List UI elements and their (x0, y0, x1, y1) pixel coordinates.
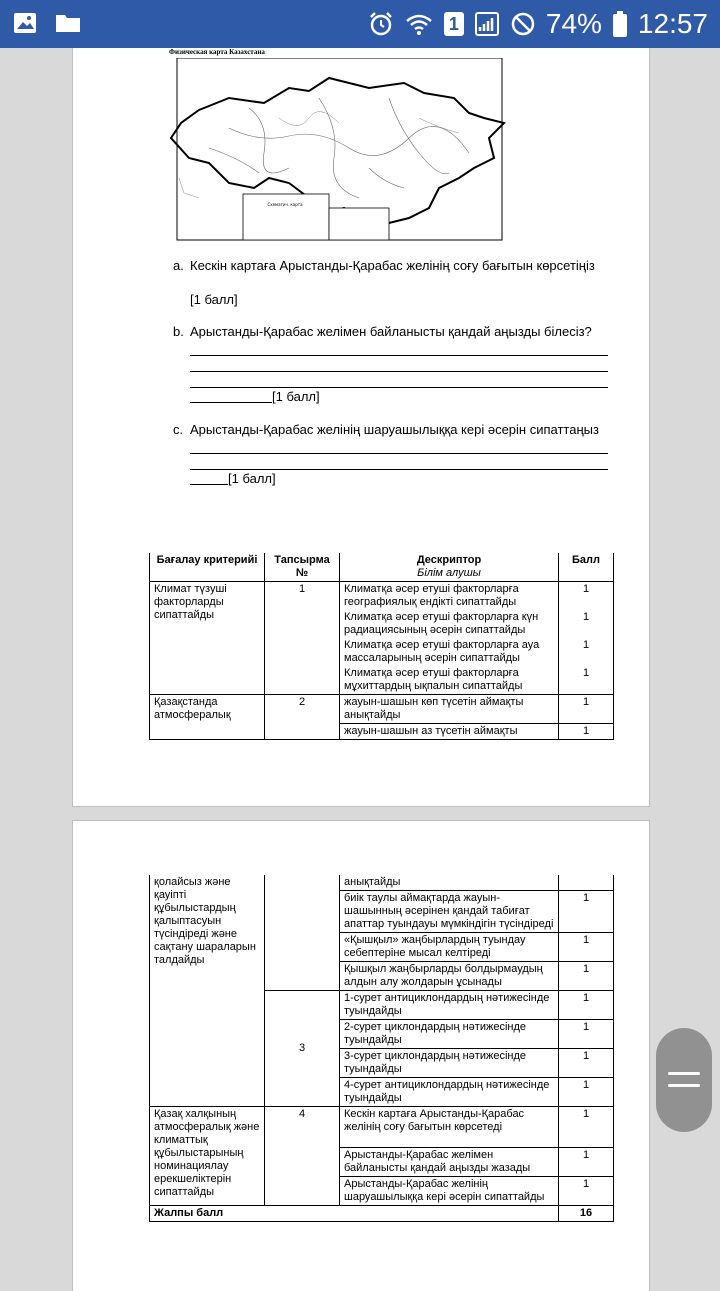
map-inset-label: Схематич. карта (267, 202, 303, 207)
criterion-cell: Қазақстанда атмосфералық (150, 695, 265, 740)
kazakhstan-outline-map (169, 58, 509, 254)
answer-line[interactable] (190, 372, 608, 388)
descriptor-cell: Кескін картаға Арыстанды-Қарабас желінің соғу бағытын көрсетеді (340, 1107, 559, 1148)
criteria-table (149, 553, 614, 740)
menu-icon-bar (668, 1072, 700, 1075)
descriptor-cell: Арыстанды-Қарабас желінің шаруашылыққа кері әсерін сипаттайды (340, 1177, 559, 1206)
score-cell: 1 (559, 1148, 614, 1177)
wifi-icon (404, 11, 434, 37)
answer-line[interactable] (190, 340, 608, 356)
score-cell: 1 (559, 1078, 614, 1107)
answer-line[interactable] (190, 470, 228, 485)
table-row (150, 695, 614, 724)
total-label: Жалпы балл (150, 1206, 559, 1222)
score-cell: 1 (559, 1020, 614, 1049)
answer-line[interactable] (190, 438, 608, 454)
score-cell: 1 (559, 991, 614, 1020)
criteria-table-continued (149, 875, 614, 1222)
alarm-icon (368, 11, 394, 37)
criterion-cell: қолайсыз және қауіпті құбылыстардың қалыптасуын түсіндіреді және сақтану шараларын талдайды (150, 875, 265, 1107)
header-descriptor-sub: Білім алушы (417, 567, 481, 579)
score-cell: 1 (559, 933, 614, 962)
descriptor-cell: 1-сурет антициклондардың нәтижесінде туындайды (340, 991, 559, 1020)
task-cell: 1 (265, 582, 340, 695)
question-c-text: Арыстанды-Қарабас желінің шаруашылыққа кері әсерін сипаттаңыз (190, 422, 599, 437)
header-descriptor (340, 553, 559, 582)
question-b-score: [1 балл] (272, 389, 320, 404)
notification-count-badge: 1 (444, 12, 464, 36)
descriptor-cell: анықтайды (340, 875, 559, 891)
question-a-text: Кескін картаға Арыстанды-Қарабас желінің соғу бағытын көрсетіңіз (190, 258, 595, 273)
descriptor-cell: биік таулы аймақтарда жауын-шашынның әсерінен қандай табиғат апаттар туындауы мүмкіндігін түсіндіреді (340, 891, 559, 933)
descriptor-cell: жауын-шашын аз түсетін аймақты (340, 724, 559, 740)
descriptor-cell: Арыстанды-Қарабас желімен байланысты қандай аңызды жазады (340, 1148, 559, 1177)
score-cell: 1 (559, 638, 614, 666)
descriptor-cell: Климатқа әсер етуші факторларға күн радиациясының әсерін сипаттайды (340, 610, 559, 638)
header-task: Тапсырма № (265, 553, 340, 582)
table-row (150, 1107, 614, 1148)
total-value: 16 (559, 1206, 614, 1222)
score-cell: 1 (559, 1049, 614, 1078)
folder-icon (54, 10, 82, 36)
descriptor-cell: жауын-шашын көп түсетін аймақты анықтайды (340, 695, 559, 724)
gallery-icon (12, 10, 38, 36)
question-c-score: [1 балл] (228, 471, 276, 486)
document-page-2 (72, 820, 650, 1291)
table-row (150, 582, 614, 611)
header-criterion: Бағалау критерийі (150, 553, 265, 582)
descriptor-cell: Климатқа әсер етуші факторларға ауа массаларының әсерін сипаттайды (340, 638, 559, 666)
score-cell: 1 (559, 695, 614, 724)
total-row (150, 1206, 614, 1222)
score-cell: 1 (559, 962, 614, 991)
descriptor-cell: Климатқа әсер етуші факторларға мұхиттардың ықпалын сипаттайды (340, 666, 559, 695)
score-cell: 1 (559, 610, 614, 638)
descriptor-cell: Қышқыл жаңбырларды болдырмаудың алдын алу жолдарын ұсынады (340, 962, 559, 991)
descriptor-cell: 4-сурет антициклондардың нәтижесінде туындайды (340, 1078, 559, 1107)
question-a-letter: a. (173, 258, 184, 273)
criterion-cell: Климат түзуші факторларды сипаттайды (150, 582, 265, 695)
score-cell: 1 (559, 666, 614, 695)
question-b (173, 323, 609, 403)
menu-icon-bar (668, 1084, 700, 1087)
answer-line[interactable] (190, 454, 608, 470)
descriptor-cell: Климатқа әсер етуші факторларға географиялық ендікті сипаттайды (340, 582, 559, 611)
clock-time: 12:57 (637, 8, 708, 39)
battery-icon (612, 10, 628, 38)
scroll-handle-button[interactable] (656, 1028, 712, 1132)
do-not-disturb-icon (510, 11, 536, 37)
task-cell: 3 (265, 991, 340, 1107)
question-c-letter: c. (173, 422, 184, 437)
answer-line[interactable] (190, 356, 608, 372)
score-cell: 1 (559, 582, 614, 611)
descriptor-cell: 2-сурет циклондардың нәтижесінде туындайды (340, 1020, 559, 1049)
score-cell: 1 (559, 891, 614, 933)
task-cell: 2 (265, 695, 340, 740)
score-cell: 1 (559, 1107, 614, 1148)
map-title: Физическая карта Казахстана (169, 48, 265, 56)
task-cell: 4 (265, 1107, 340, 1206)
question-b-letter: b. (173, 324, 184, 339)
header-score: Балл (559, 553, 614, 582)
descriptor-cell: 3-сурет циклондардың нәтижесінде туындайды (340, 1049, 559, 1078)
signal-icon (474, 11, 500, 37)
question-b-text: Арыстанды-Қарабас желімен байланысты қандай аңызды білесіз? (190, 324, 592, 339)
battery-percent: 74% (545, 8, 602, 39)
answer-line[interactable] (190, 388, 272, 403)
score-cell: 1 (559, 1177, 614, 1206)
document-page-1 (72, 48, 650, 807)
question-a (173, 257, 609, 308)
question-a-score: [1 балл] (190, 292, 238, 307)
score-cell: 1 (559, 724, 614, 740)
header-descriptor-label: Дескриптор (416, 554, 482, 566)
descriptor-cell: «Қышқыл» жаңбырлардың туындау себептеріне мысал келтіреді (340, 933, 559, 962)
question-c (173, 421, 609, 485)
status-bar (0, 0, 720, 48)
table-row (150, 875, 614, 891)
criterion-cell: Қазақ халқының атмосфералық және климаттық құбылыстарының номинациялау ерекшеліктерін сипаттайды (150, 1107, 265, 1206)
score-cell (559, 875, 614, 891)
task-cell (265, 875, 340, 991)
